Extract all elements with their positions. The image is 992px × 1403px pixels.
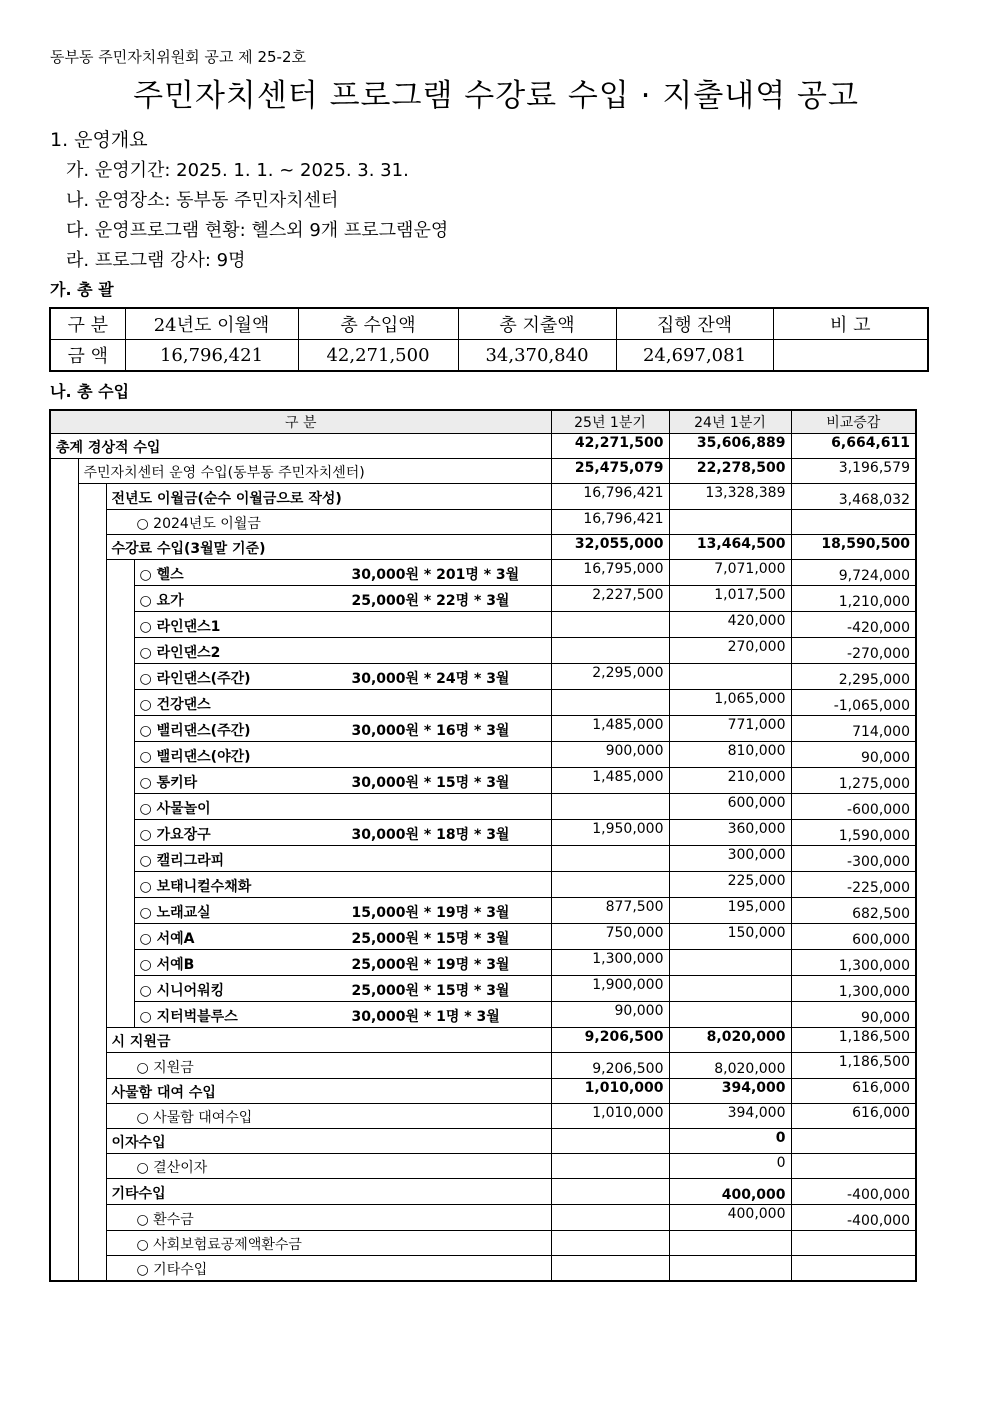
value-2024 — [669, 510, 791, 535]
summary-table — [49, 307, 929, 372]
program-row — [50, 820, 916, 846]
other-row — [50, 1179, 916, 1205]
value-2024: 0 — [669, 1129, 791, 1154]
subsidy-row — [50, 1028, 916, 1053]
program-row — [50, 872, 916, 898]
value-2024 — [669, 1256, 791, 1282]
row-label: 주민자치센터 운영 수입(동부동 주민자치센터) — [78, 459, 551, 484]
value-diff — [791, 1231, 916, 1256]
program-row — [50, 976, 916, 1002]
overview-item: 라. 프로그램 강사: 9명 — [66, 250, 246, 271]
value-2025: 900,000 — [551, 742, 669, 768]
row-label: 시 지원금 — [106, 1028, 551, 1053]
value-2024: 810,000 — [669, 742, 791, 768]
program-calc: 25,000원 * 15명 * 3월 — [351, 931, 510, 947]
value-2025: 25,475,079 — [551, 459, 669, 484]
value-diff: 2,295,000 — [791, 664, 916, 690]
value-2025: 1,900,000 — [551, 976, 669, 1002]
value-2025 — [551, 1256, 669, 1282]
summary-header: 비 고 — [773, 308, 928, 340]
locker-item-row — [50, 1104, 916, 1129]
value-2025: 32,055,000 — [551, 535, 669, 560]
total-row — [50, 434, 916, 459]
locker-row — [50, 1079, 916, 1104]
program-name: ○ 라인댄스(주간) — [139, 671, 251, 687]
value-diff: 9,724,000 — [791, 560, 916, 586]
value-2025: 1,300,000 — [551, 950, 669, 976]
value-2024 — [669, 976, 791, 1002]
value-2024: 420,000 — [669, 612, 791, 638]
program-name: ○ 헬스 — [139, 567, 184, 583]
summary-cell — [773, 340, 928, 372]
program-calc: 25,000원 * 22명 * 3월 — [351, 593, 510, 609]
summary-header: 24년도 이월액 — [125, 308, 298, 340]
value-2025: 1,950,000 — [551, 820, 669, 846]
summary-cell: 42,271,500 — [298, 340, 458, 372]
overview-item: 나. 운영장소: 동부동 주민자치센터 — [66, 190, 339, 211]
notice-number: 동부동 주민자치위원회 공고 제 25-2호 — [50, 48, 306, 66]
value-diff: -300,000 — [791, 846, 916, 872]
value-2024: 13,328,389 — [669, 484, 791, 510]
row-label: ○ 환수금 — [106, 1205, 551, 1231]
value-2024: 600,000 — [669, 794, 791, 820]
program-name: ○ 라인댄스2 — [139, 645, 221, 661]
value-2025: 1,010,000 — [551, 1079, 669, 1104]
page-title: 주민자치센터 프로그램 수강료 수입 · 지출내역 공고 — [133, 78, 859, 114]
value-2024: 394,000 — [669, 1079, 791, 1104]
program-row — [50, 794, 916, 820]
program-calc: 30,000원 * 15명 * 3월 — [351, 775, 510, 791]
summary-heading: 가. 총 괄 — [50, 280, 114, 299]
program-row — [50, 586, 916, 612]
value-diff: 616,000 — [791, 1079, 916, 1104]
program-name: ○ 시니어워킹 — [139, 983, 225, 999]
value-2024: 7,071,000 — [669, 560, 791, 586]
value-2025 — [551, 1205, 669, 1231]
income-table — [49, 409, 917, 1282]
summary-cell: 금 액 — [50, 340, 125, 372]
value-2024 — [669, 1231, 791, 1256]
program-calc: 30,000원 * 24명 * 3월 — [351, 671, 510, 687]
value-2024: 270,000 — [669, 638, 791, 664]
program-row — [50, 898, 916, 924]
value-2025 — [551, 1129, 669, 1154]
program-name: ○ 노래교실 — [139, 905, 211, 921]
program-name: ○ 사물놀이 — [139, 801, 211, 817]
value-2024: 225,000 — [669, 872, 791, 898]
summary-cell: 34,370,840 — [458, 340, 616, 372]
income-header: 25년 1분기 — [551, 410, 669, 434]
program-row — [50, 638, 916, 664]
income-header-row — [50, 410, 916, 434]
value-diff: 90,000 — [791, 1002, 916, 1028]
value-2025: 750,000 — [551, 924, 669, 950]
carryover-row — [50, 484, 916, 510]
value-2024: 400,000 — [669, 1205, 791, 1231]
program-calc: 30,000원 * 201명 * 3월 — [351, 567, 520, 583]
row-label: ○ 2024년도 이월금 — [106, 510, 551, 535]
summary-cell: 16,796,421 — [125, 340, 298, 372]
value-diff: -400,000 — [791, 1179, 916, 1205]
value-diff: 1,186,500 — [791, 1053, 916, 1079]
row-label: 기타수입 — [106, 1179, 551, 1205]
summary-header: 구 분 — [50, 308, 125, 340]
value-diff — [791, 1154, 916, 1179]
overview-item: 가. 운영기간: 2025. 1. 1. ~ 2025. 3. 31. — [66, 160, 409, 181]
value-2025: 9,206,500 — [551, 1053, 669, 1079]
value-2025 — [551, 872, 669, 898]
program-calc: 25,000원 * 19명 * 3월 — [351, 957, 510, 973]
program-name: ○ 서예A — [139, 931, 195, 947]
value-diff: 600,000 — [791, 924, 916, 950]
value-2025: 16,796,421 — [551, 510, 669, 535]
program-row — [50, 768, 916, 794]
value-2024: 35,606,889 — [669, 434, 791, 459]
other-item-row — [50, 1256, 916, 1282]
program-row — [50, 664, 916, 690]
value-2025 — [551, 638, 669, 664]
program-calc: 30,000원 * 1명 * 3월 — [351, 1009, 500, 1025]
row-label: ○ 사회보험료공제액환수금 — [106, 1231, 551, 1256]
value-diff: 3,468,032 — [791, 484, 916, 510]
program-calc: 30,000원 * 18명 * 3월 — [351, 827, 510, 843]
value-2024 — [669, 1002, 791, 1028]
carryover-item-row — [50, 510, 916, 535]
value-2025: 9,206,500 — [551, 1028, 669, 1053]
program-name: ○ 밸리댄스(주간) — [139, 723, 251, 739]
other-item-row — [50, 1205, 916, 1231]
value-2024 — [669, 664, 791, 690]
value-2025 — [551, 1231, 669, 1256]
row-label: ○ 사물함 대여수입 — [106, 1104, 551, 1129]
summary-header: 총 수입액 — [298, 308, 458, 340]
other-item-row — [50, 1231, 916, 1256]
value-2025: 16,796,421 — [551, 484, 669, 510]
overview-heading: 1. 운영개요 — [50, 129, 148, 151]
value-2024: 22,278,500 — [669, 459, 791, 484]
value-diff — [791, 1256, 916, 1282]
summary-amount-row — [50, 340, 928, 372]
value-2024: 394,000 — [669, 1104, 791, 1129]
program-name: ○ 지터벅블루스 — [139, 1009, 238, 1025]
value-2025: 1,010,000 — [551, 1104, 669, 1129]
value-2024: 300,000 — [669, 846, 791, 872]
interest-item-row — [50, 1154, 916, 1179]
program-name: ○ 캘리그라피 — [139, 853, 225, 869]
value-2025: 16,795,000 — [551, 560, 669, 586]
value-diff: -420,000 — [791, 612, 916, 638]
value-diff: -1,065,000 — [791, 690, 916, 716]
program-row — [50, 742, 916, 768]
program-row — [50, 690, 916, 716]
row-label: ○ 지원금 — [106, 1053, 551, 1079]
value-diff: 616,000 — [791, 1104, 916, 1129]
program-name: ○ 가요장구 — [139, 827, 211, 843]
value-2025: 877,500 — [551, 898, 669, 924]
value-diff: 1,300,000 — [791, 976, 916, 1002]
value-2025 — [551, 794, 669, 820]
value-diff: 18,590,500 — [791, 535, 916, 560]
program-name: ○ 요가 — [139, 593, 184, 609]
value-diff: 682,500 — [791, 898, 916, 924]
program-row — [50, 950, 916, 976]
program-calc: 25,000원 * 15명 * 3월 — [351, 983, 510, 999]
value-2024: 210,000 — [669, 768, 791, 794]
value-2025: 1,485,000 — [551, 768, 669, 794]
value-2025: 42,271,500 — [551, 434, 669, 459]
program-row — [50, 560, 916, 586]
value-2024 — [669, 950, 791, 976]
program-name: ○ 보태니컬수채화 — [139, 879, 252, 895]
value-2025 — [551, 1154, 669, 1179]
interest-row — [50, 1129, 916, 1154]
value-2024: 195,000 — [669, 898, 791, 924]
value-2025: 2,227,500 — [551, 586, 669, 612]
program-row — [50, 1002, 916, 1028]
summary-cell: 24,697,081 — [616, 340, 773, 372]
value-2025: 1,485,000 — [551, 716, 669, 742]
value-2025 — [551, 690, 669, 716]
summary-header-row — [50, 308, 928, 340]
tuition-row — [50, 535, 916, 560]
program-name: ○ 밸리댄스(야간) — [139, 749, 251, 765]
income-heading: 나. 총 수입 — [50, 382, 130, 401]
value-diff: 1,590,000 — [791, 820, 916, 846]
value-2024: 1,017,500 — [669, 586, 791, 612]
value-2024: 400,000 — [669, 1179, 791, 1205]
value-diff: 1,186,500 — [791, 1028, 916, 1053]
program-calc: 15,000원 * 19명 * 3월 — [351, 905, 510, 921]
value-2024: 13,464,500 — [669, 535, 791, 560]
summary-header: 총 지출액 — [458, 308, 616, 340]
row-label: ○ 기타수입 — [106, 1256, 551, 1282]
center-row — [50, 459, 916, 484]
value-diff: 1,210,000 — [791, 586, 916, 612]
value-diff: -600,000 — [791, 794, 916, 820]
value-diff: 6,664,611 — [791, 434, 916, 459]
row-label: 총계 경상적 수입 — [50, 434, 551, 459]
program-name: ○ 라인댄스1 — [139, 619, 221, 635]
value-diff: 3,196,579 — [791, 459, 916, 484]
value-diff: 714,000 — [791, 716, 916, 742]
summary-header: 집행 잔액 — [616, 308, 773, 340]
program-name: ○ 통키타 — [139, 775, 198, 791]
value-diff: 90,000 — [791, 742, 916, 768]
income-header: 24년 1분기 — [669, 410, 791, 434]
value-diff — [791, 1129, 916, 1154]
program-calc: 30,000원 * 16명 * 3월 — [351, 723, 510, 739]
value-2024: 150,000 — [669, 924, 791, 950]
value-2024: 1,065,000 — [669, 690, 791, 716]
program-name: ○ 건강댄스 — [139, 697, 211, 713]
value-diff: -400,000 — [791, 1205, 916, 1231]
value-diff: 1,300,000 — [791, 950, 916, 976]
value-2024: 8,020,000 — [669, 1028, 791, 1053]
row-label: 이자수입 — [106, 1129, 551, 1154]
program-row — [50, 716, 916, 742]
program-row — [50, 846, 916, 872]
value-2024: 0 — [669, 1154, 791, 1179]
value-2025 — [551, 1179, 669, 1205]
program-row — [50, 924, 916, 950]
value-diff: 1,275,000 — [791, 768, 916, 794]
value-2025 — [551, 846, 669, 872]
program-name: ○ 서예B — [139, 957, 195, 973]
row-label: 전년도 이월금(순수 이월금으로 작성) — [106, 484, 551, 510]
program-row — [50, 612, 916, 638]
value-diff: -270,000 — [791, 638, 916, 664]
row-label: 사물함 대여 수입 — [106, 1079, 551, 1104]
value-2024: 771,000 — [669, 716, 791, 742]
subsidy-item-row — [50, 1053, 916, 1079]
value-2024: 8,020,000 — [669, 1053, 791, 1079]
value-2025: 90,000 — [551, 1002, 669, 1028]
value-2025: 2,295,000 — [551, 664, 669, 690]
income-header: 비교증감 — [791, 410, 916, 434]
program-rows — [50, 560, 916, 1028]
value-2024: 360,000 — [669, 820, 791, 846]
row-label: 수강료 수입(3월말 기준) — [106, 535, 551, 560]
value-diff: -225,000 — [791, 872, 916, 898]
overview-item: 다. 운영프로그램 현황: 헬스외 9개 프로그램운영 — [66, 220, 449, 241]
income-header: 구 분 — [50, 410, 551, 434]
value-2025 — [551, 612, 669, 638]
value-diff — [791, 510, 916, 535]
row-label: ○ 결산이자 — [106, 1154, 551, 1179]
